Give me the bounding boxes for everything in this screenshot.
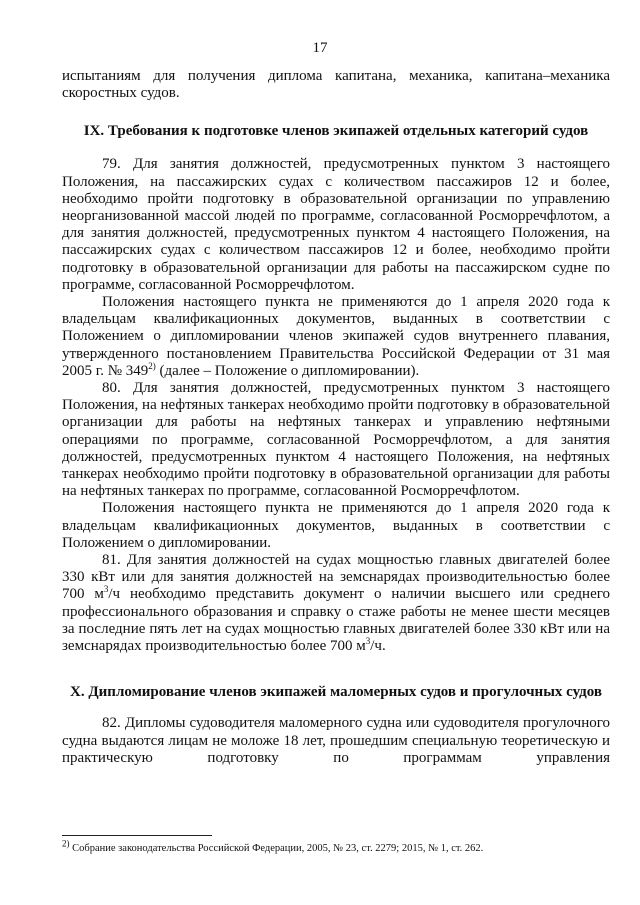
paragraph-81-text-b: /ч необходимо представить документ о наличии высшего или среднего профессионального образования и справку о стаже работы не менее шести месяцев за последние пять лет на судах мощностью главных двигателей более 330 кВт или на земснарядах производительностью более 700 м — [62, 586, 611, 655]
footnote-reference: 2) — [148, 360, 156, 371]
paragraph-80: 80. Для занятия должностей, предусмотренных пунктом 3 настоящего Положения, на нефтяных танкерах необходимо пройти подготовку в образовательной организации для работы на нефтяных танкерах и управлению нефтяными операциями по программе, согласованной Росморречфлотом, а для занятия должностей, предусмотренных пунктом 4 настоящего Положения, на нефтяных танкерах необходимо пройти подготовку в образовательной организации для работы на нефтяных танкерах по программе, согласованной Росморречфлотом. — [62, 380, 610, 500]
section-9-heading: IX. Требования к подготовке членов экипажей отдельных категорий судов — [83, 123, 589, 140]
superscript-cubic-2: 3 — [365, 636, 371, 647]
paragraph-79: 79. Для занятия должностей, предусмотренных пунктом 3 настоящего Положения, на пассажирских судах с количеством пассажиров 12 и более, необходимо пройти подготовку в образовательной организации по управлению неорганизованной массой людей по программе, согласованной Росморречфлотом, а для занятия должностей, предусмотренных пунктом 4 настоящего Положения, на пассажирских судах с количеством пассажиров 12 и более, необходимо пройти подготовку в образовательной организации для работы на пассажирском судне по программе, согласованной Росморречфлотом. — [62, 156, 610, 293]
paragraph-81-text-a: 81. Для занятия должностей на судах мощностью главных двигателей более 330 кВт или для занятия должностей на земснарядах производительностью более 700 м — [62, 552, 610, 603]
footnote-divider — [62, 835, 212, 836]
page-number: 17 — [312, 40, 328, 56]
paragraph-79-exception — [62, 294, 610, 380]
superscript-cubic-1: 3 — [103, 584, 109, 595]
footnote — [62, 838, 622, 855]
paragraph-82: 82. Дипломы судоводителя маломерного судна или судоводителя прогулочного судна выдаются лицам не моложе 18 лет, прошедшим специальную теоретическую и практическую подготовку по программам управления — [62, 715, 610, 766]
footnote-text: Собрание законодательства Российской Федерации, 2005, № 23, ст. 2279; 2015, № 1, ст. 262. — [69, 843, 484, 854]
paragraph-81-text-c: /ч. — [370, 638, 386, 655]
paragraph-79-exception-tail: (далее – Положение о дипломировании). — [155, 362, 420, 379]
paragraph-80-exception: Положения настоящего пункта не применяются до 1 апреля 2020 года к владельцам квалификационных документов, выданных в соответствии с Положением о дипломировании. — [62, 500, 610, 551]
section-10-heading: X. Дипломирование членов экипажей маломерных судов и прогулочных судов — [70, 684, 602, 701]
page-body — [62, 68, 610, 767]
paragraph-81 — [62, 552, 610, 655]
paragraph-79-exception-text: Положения настоящего пункта не применяются до 1 апреля 2020 года к владельцам квалификационных документов, выданных в соответствии с Положением о дипломировании членов экипажей судов внутреннего плавания, утвержденного постановлением Правительства Российской Федерации от 31 мая 2005 г. № 349 — [62, 294, 610, 379]
intro-paragraph: испытаниям для получения диплома капитана, механика, капитана–механика скоростных судов. — [62, 68, 610, 102]
footnote-mark: 2) — [62, 838, 70, 849]
